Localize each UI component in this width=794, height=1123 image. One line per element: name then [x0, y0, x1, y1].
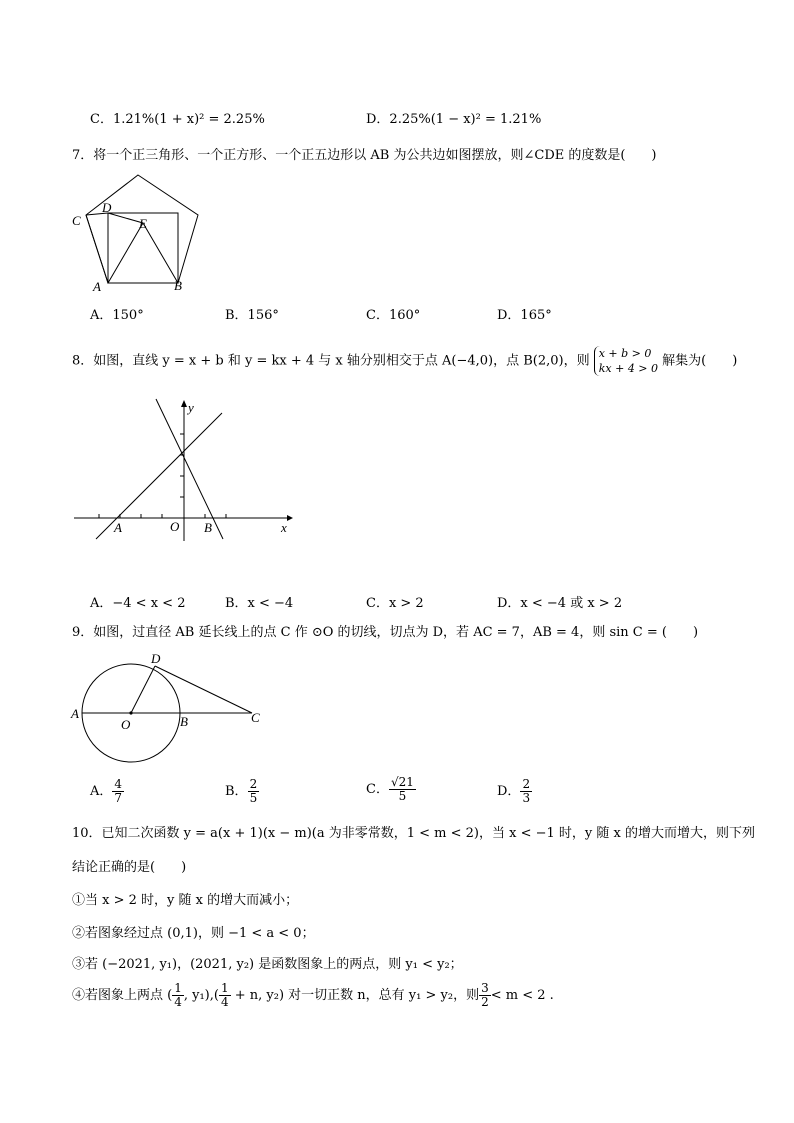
q9-option-c-letter: C． — [366, 782, 389, 797]
q9-option-b-num: 2 — [249, 777, 258, 791]
q10-statement-2: ②若图象经过点 (0,1)，则 −1 < a < 0； — [72, 926, 315, 941]
q10-s4-part-a: ④若图象上两点 ( — [72, 988, 173, 1003]
q10-s4-f3-den: 2 — [481, 995, 489, 1009]
q8-stem-tail: 解集为( ) — [662, 353, 738, 369]
q9-label-b: B — [180, 714, 188, 729]
q9-option-d — [497, 778, 532, 805]
q10-s4-f1-num: 1 — [174, 981, 182, 995]
q9-option-b — [225, 778, 259, 805]
q8-option-a: A．−4 < x < 2 — [90, 596, 186, 611]
q7-figure — [68, 170, 203, 295]
q10-statement-3: ③若 (−2021, y₁)，(2021, y₂) 是函数图象上的两点，则 y₁ < y₂； — [72, 957, 463, 972]
q9-label-c: C — [251, 710, 260, 725]
q10-statement-1: ①当 x > 2 时，y 随 x 的增大而减小； — [72, 893, 299, 908]
q8-figure — [72, 393, 297, 548]
q8-sys-1: x + b > 0 — [598, 347, 652, 360]
q6-option-d: D．2.25%(1 − x)² = 1.21% — [366, 112, 542, 127]
q10-s4-f3-num: 3 — [481, 981, 489, 995]
q9-label-a: A — [71, 706, 79, 721]
q9-option-b-den: 5 — [249, 791, 258, 805]
q8-label-o: O — [170, 519, 180, 534]
q10-statement-4 — [72, 982, 554, 1009]
q7-option-a: A．150° — [90, 308, 144, 323]
q7-label-b: B — [174, 278, 182, 293]
q8-label-x: x — [281, 520, 287, 535]
q10-s4-f2-den: 4 — [220, 995, 229, 1009]
q10-s4-part-d: < m < 2 . — [490, 988, 554, 1003]
q9-figure — [68, 650, 268, 765]
q9-option-d-den: 3 — [522, 791, 531, 805]
q7-label-a: A — [93, 279, 101, 294]
q6-option-c: C．1.21%(1 + x)² = 2.25% — [90, 112, 265, 127]
q9-label-o: O — [121, 717, 131, 732]
q9-option-c — [366, 776, 416, 803]
q8-label-y: y — [188, 400, 194, 415]
q7-label-d: D — [102, 200, 112, 215]
q10-s4-part-c: + n, y₂) 对一切正数 n，总有 y₁ > y₂，则 — [230, 988, 480, 1003]
q8-stem — [72, 346, 737, 376]
q9-option-c-num: √21 — [390, 775, 414, 789]
q9-option-a-den: 7 — [114, 791, 123, 805]
q8-inequality-system — [594, 346, 658, 376]
q10-s4-f1-den: 4 — [174, 995, 182, 1009]
q8-option-b: B．x < −4 — [225, 596, 294, 611]
q8-option-c: C．x > 2 — [366, 596, 424, 611]
q10-s4-part-b: , y₁),( — [183, 988, 219, 1003]
q9-option-b-letter: B． — [225, 784, 248, 799]
q9-option-d-letter: D． — [497, 784, 521, 799]
q8-stem-text: 8．如图，直线 y = x + b 和 y = kx + 4 与 x 轴分别相交于点 A(−4,0)，点 B(2,0)，则 — [72, 353, 590, 369]
q8-label-b: B — [204, 520, 212, 535]
q9-option-c-den: 5 — [398, 789, 407, 803]
q8-label-a: A — [114, 520, 122, 535]
q10-stem-line-1: 10．已知二次函数 y = a(x + 1)(x − m)(a 为非零常数，1 < m < 2)，当 x < −1 时，y 随 x 的增大而增大，则下列 — [72, 826, 755, 841]
q7-option-c: C．160° — [366, 308, 421, 323]
q7-option-b: B．156° — [225, 308, 279, 323]
q8-option-d: D．x < −4 或 x > 2 — [497, 596, 623, 611]
q9-stem: 9．如图，过直径 AB 延长线上的点 C 作 ⊙O 的切线，切点为 D，若 AC = 7，AB = 4，则 sin C = ( ) — [72, 625, 699, 640]
q9-option-d-num: 2 — [522, 777, 531, 791]
q9-option-a-letter: A． — [90, 784, 113, 799]
q7-stem: 7．将一个正三角形、一个正方形、一个正五边形以 AB 为公共边如图摆放，则∠CDE 的度数是( ) — [72, 148, 657, 163]
q7-label-e: E — [139, 216, 147, 231]
q9-option-a-num: 4 — [114, 777, 123, 791]
q10-stem-line-2: 结论正确的是( ) — [72, 860, 187, 875]
q9-label-d: D — [151, 651, 161, 666]
q8-sys-2: kx + 4 > 0 — [598, 362, 659, 375]
q10-s4-f2-num: 1 — [220, 981, 229, 995]
q9-option-a — [90, 778, 124, 805]
q7-option-d: D．165° — [497, 308, 552, 323]
q7-label-c: C — [72, 213, 81, 228]
